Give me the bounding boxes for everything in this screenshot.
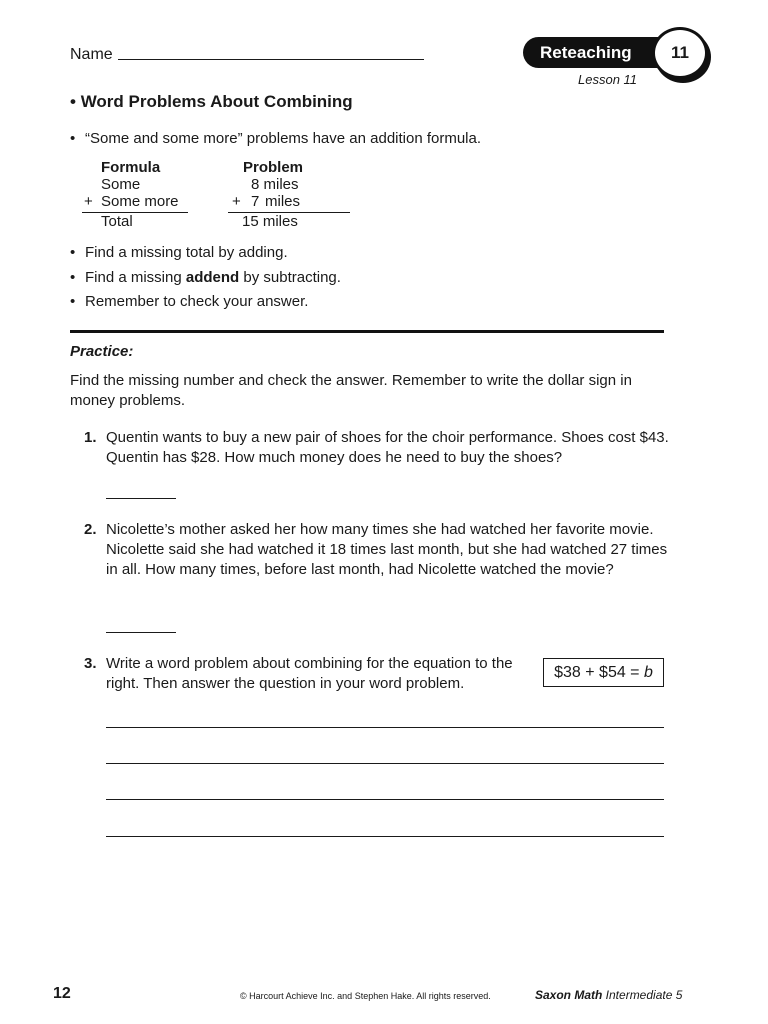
problem-number: 3.	[84, 655, 97, 672]
tip-bold-term: addend	[185, 269, 240, 286]
formula-header: Formula	[101, 159, 161, 176]
page-number: 12	[53, 985, 71, 1002]
problem-item	[84, 520, 671, 580]
lesson-label: Lesson 11	[578, 72, 638, 87]
answer-line-1[interactable]	[106, 498, 176, 499]
problem-text: Write a word problem about combining for the equation to the right. Then answer the question in your word problem.	[106, 655, 513, 692]
intro-text: “Some and some more” problems have an addition formula.	[85, 130, 482, 147]
name-field-line[interactable]	[118, 59, 424, 60]
problem-text: Quentin wants to buy a new pair of shoes for the choir performance. Shoes cost $43. Quentin has $28. How much money does he need to buy the shoes?	[106, 429, 669, 466]
formula-plus-sign: +	[84, 193, 93, 210]
equation-box	[543, 658, 664, 687]
name-label: Name	[70, 46, 113, 63]
equation-variable: b	[643, 664, 653, 681]
problem-row-miles: miles	[265, 193, 301, 210]
tip-text: Find a missing	[85, 269, 186, 286]
section-divider	[70, 330, 664, 333]
topic-title	[70, 91, 353, 113]
formula-row-some-more: Some more	[101, 193, 179, 210]
writing-line[interactable]	[106, 799, 664, 800]
practice-instructions: Find the missing number and check the answer. Remember to write the dollar sign in money problems.	[70, 372, 632, 409]
problem-item	[84, 428, 671, 468]
problem-text: Nicolette’s mother asked her how many times she had watched her favorite movie. Nicolette said she had watched it 18 times last month, but she had watched 27 times in all. How many times, before last month, had Nicolette watched the movie?	[106, 521, 668, 578]
problem-row-7: 7	[251, 193, 260, 210]
tip-item	[85, 268, 341, 288]
writing-line[interactable]	[106, 836, 664, 837]
book-title-level: Intermediate 5	[602, 988, 683, 1002]
problem-number: 2.	[84, 521, 97, 538]
lesson-number-badge: 11	[652, 27, 708, 79]
tip-item	[85, 243, 288, 263]
book-title	[535, 988, 682, 1002]
tip-text: by subtracting.	[239, 269, 341, 286]
formula-sum-line	[82, 212, 188, 213]
problem-plus-sign: +	[232, 193, 241, 210]
problem-row-15-miles: 15 miles	[242, 213, 298, 230]
formula-row-some: Some	[101, 176, 141, 193]
formula-row-total: Total	[101, 213, 133, 230]
topic-bullet: •	[70, 92, 76, 111]
practice-heading: Practice:	[70, 343, 134, 360]
tip-item	[85, 292, 308, 312]
problem-header: Problem	[243, 159, 304, 176]
writing-line[interactable]	[106, 727, 664, 728]
problem-row-8-miles: 8 miles	[251, 176, 299, 193]
problem-item	[84, 654, 526, 694]
tip-text: Find a missing total by adding.	[85, 244, 288, 261]
equation-text: $38 + $54 =	[554, 664, 644, 681]
writing-line[interactable]	[106, 763, 664, 764]
answer-line-2[interactable]	[106, 632, 176, 633]
copyright-notice: © Harcourt Achieve Inc. and Stephen Hake. All rights reserved.	[240, 991, 491, 1001]
topic-title-text: Word Problems About Combining	[80, 92, 353, 111]
tip-text: Remember to check your answer.	[85, 293, 309, 310]
intro-bullet	[85, 129, 481, 149]
reteaching-badge-label: Reteaching	[540, 43, 632, 62]
problem-number: 1.	[84, 429, 97, 446]
book-title-series: Saxon Math	[535, 988, 603, 1002]
